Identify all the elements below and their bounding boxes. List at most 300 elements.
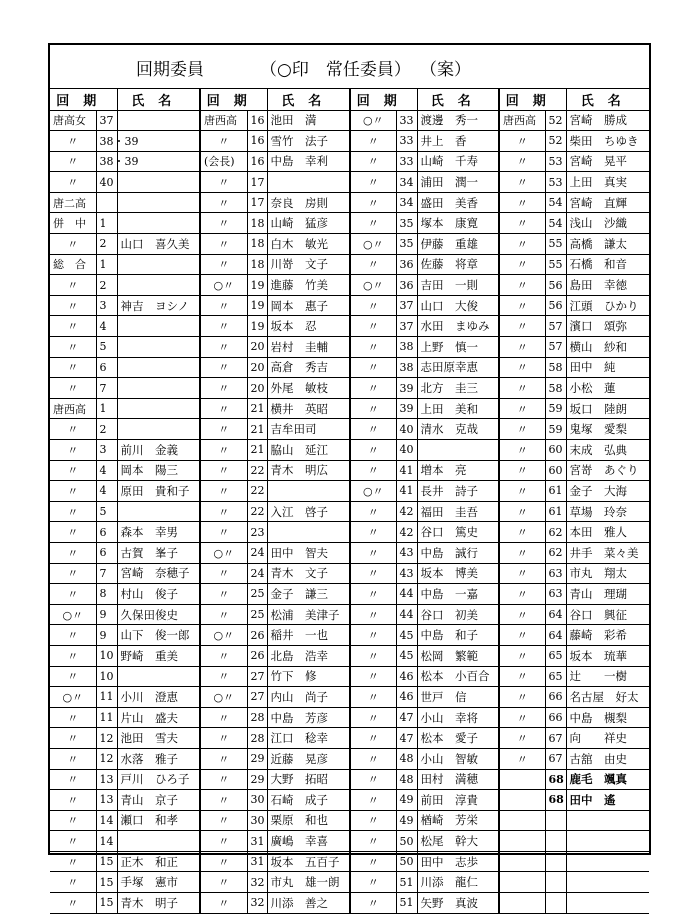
cell-ki: 33 [396, 151, 417, 172]
cell-ki: 30 [247, 810, 267, 831]
cell-kai [499, 851, 545, 872]
cell-ki: 55 [545, 254, 566, 275]
cell-name: 白木 敏光 [267, 234, 350, 255]
cell-kai: 〃 [499, 440, 545, 461]
cell-kai [499, 810, 545, 831]
cell-ki: 52 [545, 110, 566, 131]
cell-ki: 15 [96, 872, 117, 893]
cell-name: 青山 理瑚 [566, 584, 649, 605]
cell-kai: 〃 [350, 687, 396, 708]
cell-name: 長井 詩子 [417, 481, 499, 502]
cell-ki: 44 [396, 604, 417, 625]
cell-name: 廣嶋 幸喜 [267, 831, 350, 852]
cell-name: 北方 圭三 [417, 378, 499, 399]
table-row [50, 687, 649, 708]
cell-name: 増本 亮 [417, 460, 499, 481]
cell-name: 水落 雅子 [117, 748, 200, 769]
cell-name: 名古屋 好太 [566, 687, 649, 708]
table-row [50, 419, 649, 440]
cell-name: 中島 一嘉 [417, 584, 499, 605]
cell-name: 上野 慎一 [417, 337, 499, 358]
cell-ki [545, 831, 566, 852]
cell-ki: 50 [396, 851, 417, 872]
cell-kai: 〃 [350, 172, 396, 193]
cell-name: 川添 善之 [267, 893, 350, 914]
cell-kai: 〃 [350, 254, 396, 275]
header-kai-label: 回 [56, 93, 84, 109]
cell-kai [499, 831, 545, 852]
cell-name: 楢崎 芳栄 [417, 810, 499, 831]
cell-kai: 〃 [200, 522, 247, 543]
header-kaiki [499, 89, 566, 110]
cell-kai: 〃 [50, 316, 96, 337]
cell-ki [545, 851, 566, 872]
cell-kai: 〃 [50, 357, 96, 378]
cell-name: 青木 文子 [267, 563, 350, 584]
cell-kai: 〃 [50, 625, 96, 646]
cell-name: 川嵜 文子 [267, 254, 350, 275]
cell-ki: 36 [396, 275, 417, 296]
cell-name [117, 831, 200, 852]
cell-ki: 34 [396, 192, 417, 213]
cell-ki: 51 [396, 893, 417, 914]
cell-name: 高倉 秀吉 [267, 357, 350, 378]
cell-kai: 〃 [200, 234, 247, 255]
cell-ki: 38 [396, 337, 417, 358]
cell-ki: 68 [545, 790, 566, 811]
cell-kai: 〃 [350, 893, 396, 914]
cell-ki [545, 872, 566, 893]
cell-name: 井手 菜々美 [566, 542, 649, 563]
header-ki-label: 期 [233, 93, 261, 109]
cell-ki: 8 [96, 584, 117, 605]
cell-name: 山崎 千寿 [417, 151, 499, 172]
cell-ki: 38・39 [96, 151, 117, 172]
cell-name [117, 275, 200, 296]
table-row [50, 769, 649, 790]
table-row [50, 275, 649, 296]
page-title: 回期委員 [136, 60, 204, 80]
cell-name: 前田 淳貴 [417, 790, 499, 811]
cell-name: 盛田 美香 [417, 192, 499, 213]
cell-ki: 5 [96, 337, 117, 358]
cell-name: 宮崎 勝成 [566, 110, 649, 131]
cell-ki: 32 [247, 893, 267, 914]
cell-kai: 〃 [499, 748, 545, 769]
cell-ki [545, 810, 566, 831]
cell-ki: 66 [545, 687, 566, 708]
cell-ki: 22 [247, 460, 267, 481]
cell-ki: 2 [96, 419, 117, 440]
cell-ki: 46 [396, 687, 417, 708]
cell-kai: ○〃 [350, 481, 396, 502]
cell-name: 田中 純 [566, 357, 649, 378]
cell-ki: 55 [545, 234, 566, 255]
cell-ki: 61 [545, 501, 566, 522]
cell-kai: 〃 [50, 810, 96, 831]
cell-kai: 〃 [50, 893, 96, 914]
cell-ki: 32 [247, 872, 267, 893]
table-row [50, 357, 649, 378]
cell-kai: 〃 [50, 831, 96, 852]
cell-kai: 〃 [499, 522, 545, 543]
cell-ki: 12 [96, 728, 117, 749]
cell-kai: 〃 [499, 666, 545, 687]
cell-name: 坂口 陸朗 [566, 398, 649, 419]
cell-name: 佐藤 将章 [417, 254, 499, 275]
cell-kai: 〃 [350, 398, 396, 419]
cell-ki: 40 [96, 172, 117, 193]
cell-kai: 〃 [350, 501, 396, 522]
table-row [50, 666, 649, 687]
cell-ki: 10 [96, 645, 117, 666]
cell-ki: 56 [545, 295, 566, 316]
cell-name: 内山 尚子 [267, 687, 350, 708]
cell-ki: 25 [247, 604, 267, 625]
header-kaiki [200, 89, 267, 110]
cell-kai: 〃 [499, 542, 545, 563]
cell-name [117, 110, 200, 131]
cell-ki: 3 [96, 295, 117, 316]
cell-ki: 61 [545, 481, 566, 502]
cell-kai: 〃 [200, 666, 247, 687]
cell-ki: 45 [396, 645, 417, 666]
cell-name: 小川 澄恵 [117, 687, 200, 708]
table-row [50, 893, 649, 914]
cell-kai: 〃 [200, 440, 247, 461]
cell-ki: 9 [96, 604, 117, 625]
cell-ki: 6 [96, 522, 117, 543]
cell-kai: 〃 [50, 501, 96, 522]
cell-kai: 〃 [200, 851, 247, 872]
cell-kai: 〃 [200, 213, 247, 234]
cell-kai: ○〃 [200, 687, 247, 708]
cell-ki: 40 [396, 440, 417, 461]
cell-name: 松岡 繁範 [417, 645, 499, 666]
cell-kai: ○〃 [350, 275, 396, 296]
cell-name: 田中 智夫 [267, 542, 350, 563]
cell-ki: 9 [96, 625, 117, 646]
cell-ki: 58 [545, 378, 566, 399]
cell-kai: ○〃 [50, 604, 96, 625]
cell-name: 久保田俊史 [117, 604, 200, 625]
cell-kai: 〃 [350, 769, 396, 790]
cell-ki: 7 [96, 563, 117, 584]
cell-kai [499, 769, 545, 790]
cell-name: 矢野 真波 [417, 893, 499, 914]
cell-ki: 20 [247, 337, 267, 358]
cell-ki: 65 [545, 645, 566, 666]
cell-ki: 28 [247, 707, 267, 728]
cell-ki: 6 [96, 542, 117, 563]
cell-ki: 63 [545, 563, 566, 584]
cell-kai: 〃 [499, 131, 545, 152]
cell-name: 島田 幸徳 [566, 275, 649, 296]
cell-name: 古舘 由史 [566, 748, 649, 769]
cell-name: 上田 美和 [417, 398, 499, 419]
cell-kai: 〃 [200, 790, 247, 811]
cell-kai: 〃 [499, 398, 545, 419]
cell-name [566, 851, 649, 872]
cell-kai: 〃 [350, 851, 396, 872]
table-row [50, 254, 649, 275]
cell-name: 前川 金義 [117, 440, 200, 461]
cell-name: 瀬口 和孝 [117, 810, 200, 831]
header-kaiki [50, 89, 117, 110]
cell-name: 山口 喜久美 [117, 234, 200, 255]
cell-name: 中島 誠行 [417, 542, 499, 563]
cell-name: 谷口 興征 [566, 604, 649, 625]
cell-ki: 13 [96, 790, 117, 811]
cell-name: 青木 明子 [117, 893, 200, 914]
cell-name: 古賀 峯子 [117, 542, 200, 563]
draft-label: （案） [420, 60, 471, 80]
cell-kai: 〃 [200, 645, 247, 666]
cell-kai: 〃 [200, 316, 247, 337]
cell-kai: 〃 [50, 645, 96, 666]
table-row [50, 748, 649, 769]
cell-ki: 42 [396, 522, 417, 543]
cell-name [117, 419, 200, 440]
cell-name: 宮崎 直輝 [566, 192, 649, 213]
cell-ki: 22 [247, 481, 267, 502]
cell-name: 奈良 房則 [267, 192, 350, 213]
cell-kai: 〃 [350, 213, 396, 234]
cell-name [117, 501, 200, 522]
header-ki-label: 期 [83, 93, 111, 109]
cell-ki: 7 [96, 378, 117, 399]
cell-ki: 6 [96, 357, 117, 378]
cell-name: 小松 蓮 [566, 378, 649, 399]
cell-ki: 42 [396, 501, 417, 522]
cell-kai: 〃 [499, 337, 545, 358]
cell-ki: 38 [396, 357, 417, 378]
cell-name: 谷口 篤史 [417, 522, 499, 543]
cell-name: 横井 英昭 [267, 398, 350, 419]
cell-ki: 58 [545, 357, 566, 378]
cell-ki: 48 [396, 769, 417, 790]
cell-name: 松本 愛子 [417, 728, 499, 749]
cell-kai: 〃 [50, 440, 96, 461]
cell-name: 福田 圭吾 [417, 501, 499, 522]
cell-ki: 22 [247, 501, 267, 522]
table-row [50, 337, 649, 358]
cell-name [566, 831, 649, 852]
cell-ki: 29 [247, 769, 267, 790]
cell-name: 竹下 修 [267, 666, 350, 687]
cell-kai: 〃 [350, 316, 396, 337]
cell-kai: 〃 [499, 254, 545, 275]
cell-name: 岩村 圭輔 [267, 337, 350, 358]
cell-kai: 〃 [499, 234, 545, 255]
cell-ki: 59 [545, 419, 566, 440]
cell-kai: 〃 [350, 728, 396, 749]
cell-kai: 〃 [50, 481, 96, 502]
cell-kai: (会長) [200, 151, 247, 172]
cell-name [117, 378, 200, 399]
cell-kai: 〃 [499, 357, 545, 378]
table-row [50, 728, 649, 749]
cell-ki: 16 [247, 110, 267, 131]
cell-name: 小山 幸将 [417, 707, 499, 728]
cell-name: 市丸 翔太 [566, 563, 649, 584]
cell-ki: 37 [96, 110, 117, 131]
cell-kai: 〃 [200, 337, 247, 358]
cell-kai: 〃 [350, 192, 396, 213]
cell-name: 上田 真実 [566, 172, 649, 193]
cell-ki: 62 [545, 542, 566, 563]
cell-name: 外尾 敏枝 [267, 378, 350, 399]
cell-name: 向 祥史 [566, 728, 649, 749]
cell-ki: 31 [247, 851, 267, 872]
cell-ki: 39 [396, 398, 417, 419]
cell-name: 北島 浩幸 [267, 645, 350, 666]
cell-name: 坂本 五百子 [267, 851, 350, 872]
cell-ki: 2 [96, 234, 117, 255]
cell-kai: 総 合 [50, 254, 96, 275]
cell-name [566, 872, 649, 893]
cell-ki: 34 [396, 172, 417, 193]
table-row [50, 831, 649, 852]
cell-name: 中島 幸利 [267, 151, 350, 172]
cell-ki: 57 [545, 337, 566, 358]
cell-ki: 62 [545, 522, 566, 543]
header-ki-label: 期 [532, 93, 560, 109]
cell-name: 進藤 竹美 [267, 275, 350, 296]
cell-kai: 〃 [350, 810, 396, 831]
cell-kai: 〃 [350, 645, 396, 666]
cell-name: 田中 志歩 [417, 851, 499, 872]
table-row [50, 172, 649, 193]
cell-name [117, 254, 200, 275]
cell-name: 原田 貴和子 [117, 481, 200, 502]
cell-ki: 1 [96, 398, 117, 419]
cell-ki: 5 [96, 501, 117, 522]
table-row [50, 481, 649, 502]
cell-name: 吉牟田司 [267, 419, 350, 440]
cell-name [117, 398, 200, 419]
cell-ki: 4 [96, 481, 117, 502]
cell-kai: 〃 [499, 172, 545, 193]
cell-ki: 53 [545, 172, 566, 193]
cell-kai: 〃 [499, 728, 545, 749]
cell-ki: 39 [396, 378, 417, 399]
cell-ki: 19 [247, 295, 267, 316]
cell-kai: 〃 [350, 790, 396, 811]
cell-ki: 43 [396, 563, 417, 584]
cell-kai: 〃 [200, 378, 247, 399]
cell-name: 大野 拓昭 [267, 769, 350, 790]
cell-kai: 〃 [200, 707, 247, 728]
table-row [50, 440, 649, 461]
cell-kai: 〃 [50, 522, 96, 543]
header-name: 氏名 [417, 89, 499, 110]
cell-ki: 20 [247, 357, 267, 378]
cell-ki: 50 [396, 831, 417, 852]
cell-kai: 〃 [50, 419, 96, 440]
cell-name: 森本 幸男 [117, 522, 200, 543]
cell-name [117, 213, 200, 234]
cell-name: 宮嵜 あぐり [566, 460, 649, 481]
cell-kai: 〃 [200, 604, 247, 625]
cell-name: 青山 京子 [117, 790, 200, 811]
cell-ki: 33 [396, 110, 417, 131]
page-subtitle: （○印 常任委員） [260, 60, 411, 80]
cell-ki: 40 [396, 419, 417, 440]
cell-name: 栗原 和也 [267, 810, 350, 831]
cell-ki: 68 [545, 769, 566, 790]
cell-name: 坂本 琉華 [566, 645, 649, 666]
cell-kai: 〃 [499, 316, 545, 337]
cell-kai: 〃 [350, 563, 396, 584]
cell-ki: 18 [247, 234, 267, 255]
cell-kai: 〃 [200, 810, 247, 831]
cell-kai: 〃 [499, 481, 545, 502]
cell-name: 野崎 重美 [117, 645, 200, 666]
cell-name: 吉田 一則 [417, 275, 499, 296]
table-row [50, 151, 649, 172]
cell-kai: 〃 [350, 625, 396, 646]
cell-kai: 〃 [499, 151, 545, 172]
cell-name: 近藤 晃彦 [267, 748, 350, 769]
cell-ki: 35 [396, 213, 417, 234]
header-name: 氏名 [566, 89, 649, 110]
cell-kai: 〃 [350, 542, 396, 563]
cell-ki: 30 [247, 790, 267, 811]
table-row [50, 398, 649, 419]
cell-kai: 〃 [499, 563, 545, 584]
cell-name: 松尾 幹大 [417, 831, 499, 852]
cell-kai: 〃 [50, 460, 96, 481]
cell-kai: 〃 [200, 481, 247, 502]
cell-ki: 35 [396, 234, 417, 255]
cell-name: 市丸 雄一朗 [267, 872, 350, 893]
cell-ki: 24 [247, 563, 267, 584]
cell-kai: ○〃 [350, 234, 396, 255]
cell-name: 鬼塚 愛梨 [566, 419, 649, 440]
cell-kai: 〃 [350, 666, 396, 687]
cell-name: 宮崎 晃平 [566, 151, 649, 172]
cell-kai: 〃 [350, 419, 396, 440]
cell-kai: 〃 [499, 378, 545, 399]
cell-ki: 27 [247, 687, 267, 708]
cell-ki: 13 [96, 769, 117, 790]
cell-ki: 15 [96, 893, 117, 914]
cell-name [267, 522, 350, 543]
cell-name [117, 357, 200, 378]
cell-kai: ○〃 [200, 542, 247, 563]
cell-kai: 〃 [200, 584, 247, 605]
cell-ki: 36 [396, 254, 417, 275]
cell-kai: 〃 [350, 378, 396, 399]
table-row [50, 707, 649, 728]
cell-kai: 〃 [499, 295, 545, 316]
cell-ki: 23 [247, 522, 267, 543]
cell-ki: 11 [96, 687, 117, 708]
cell-name: 片山 盛夫 [117, 707, 200, 728]
cell-kai: 〃 [50, 707, 96, 728]
cell-kai: ○〃 [50, 687, 96, 708]
cell-kai: 〃 [50, 151, 96, 172]
cell-kai: 〃 [50, 584, 96, 605]
cell-name: 江口 稔幸 [267, 728, 350, 749]
cell-ki: 26 [247, 625, 267, 646]
cell-ki: 20 [247, 378, 267, 399]
cell-name: 柴田 ちゆき [566, 131, 649, 152]
cell-kai: 〃 [50, 131, 96, 152]
cell-ki: 33 [396, 131, 417, 152]
cell-kai: 〃 [499, 625, 545, 646]
